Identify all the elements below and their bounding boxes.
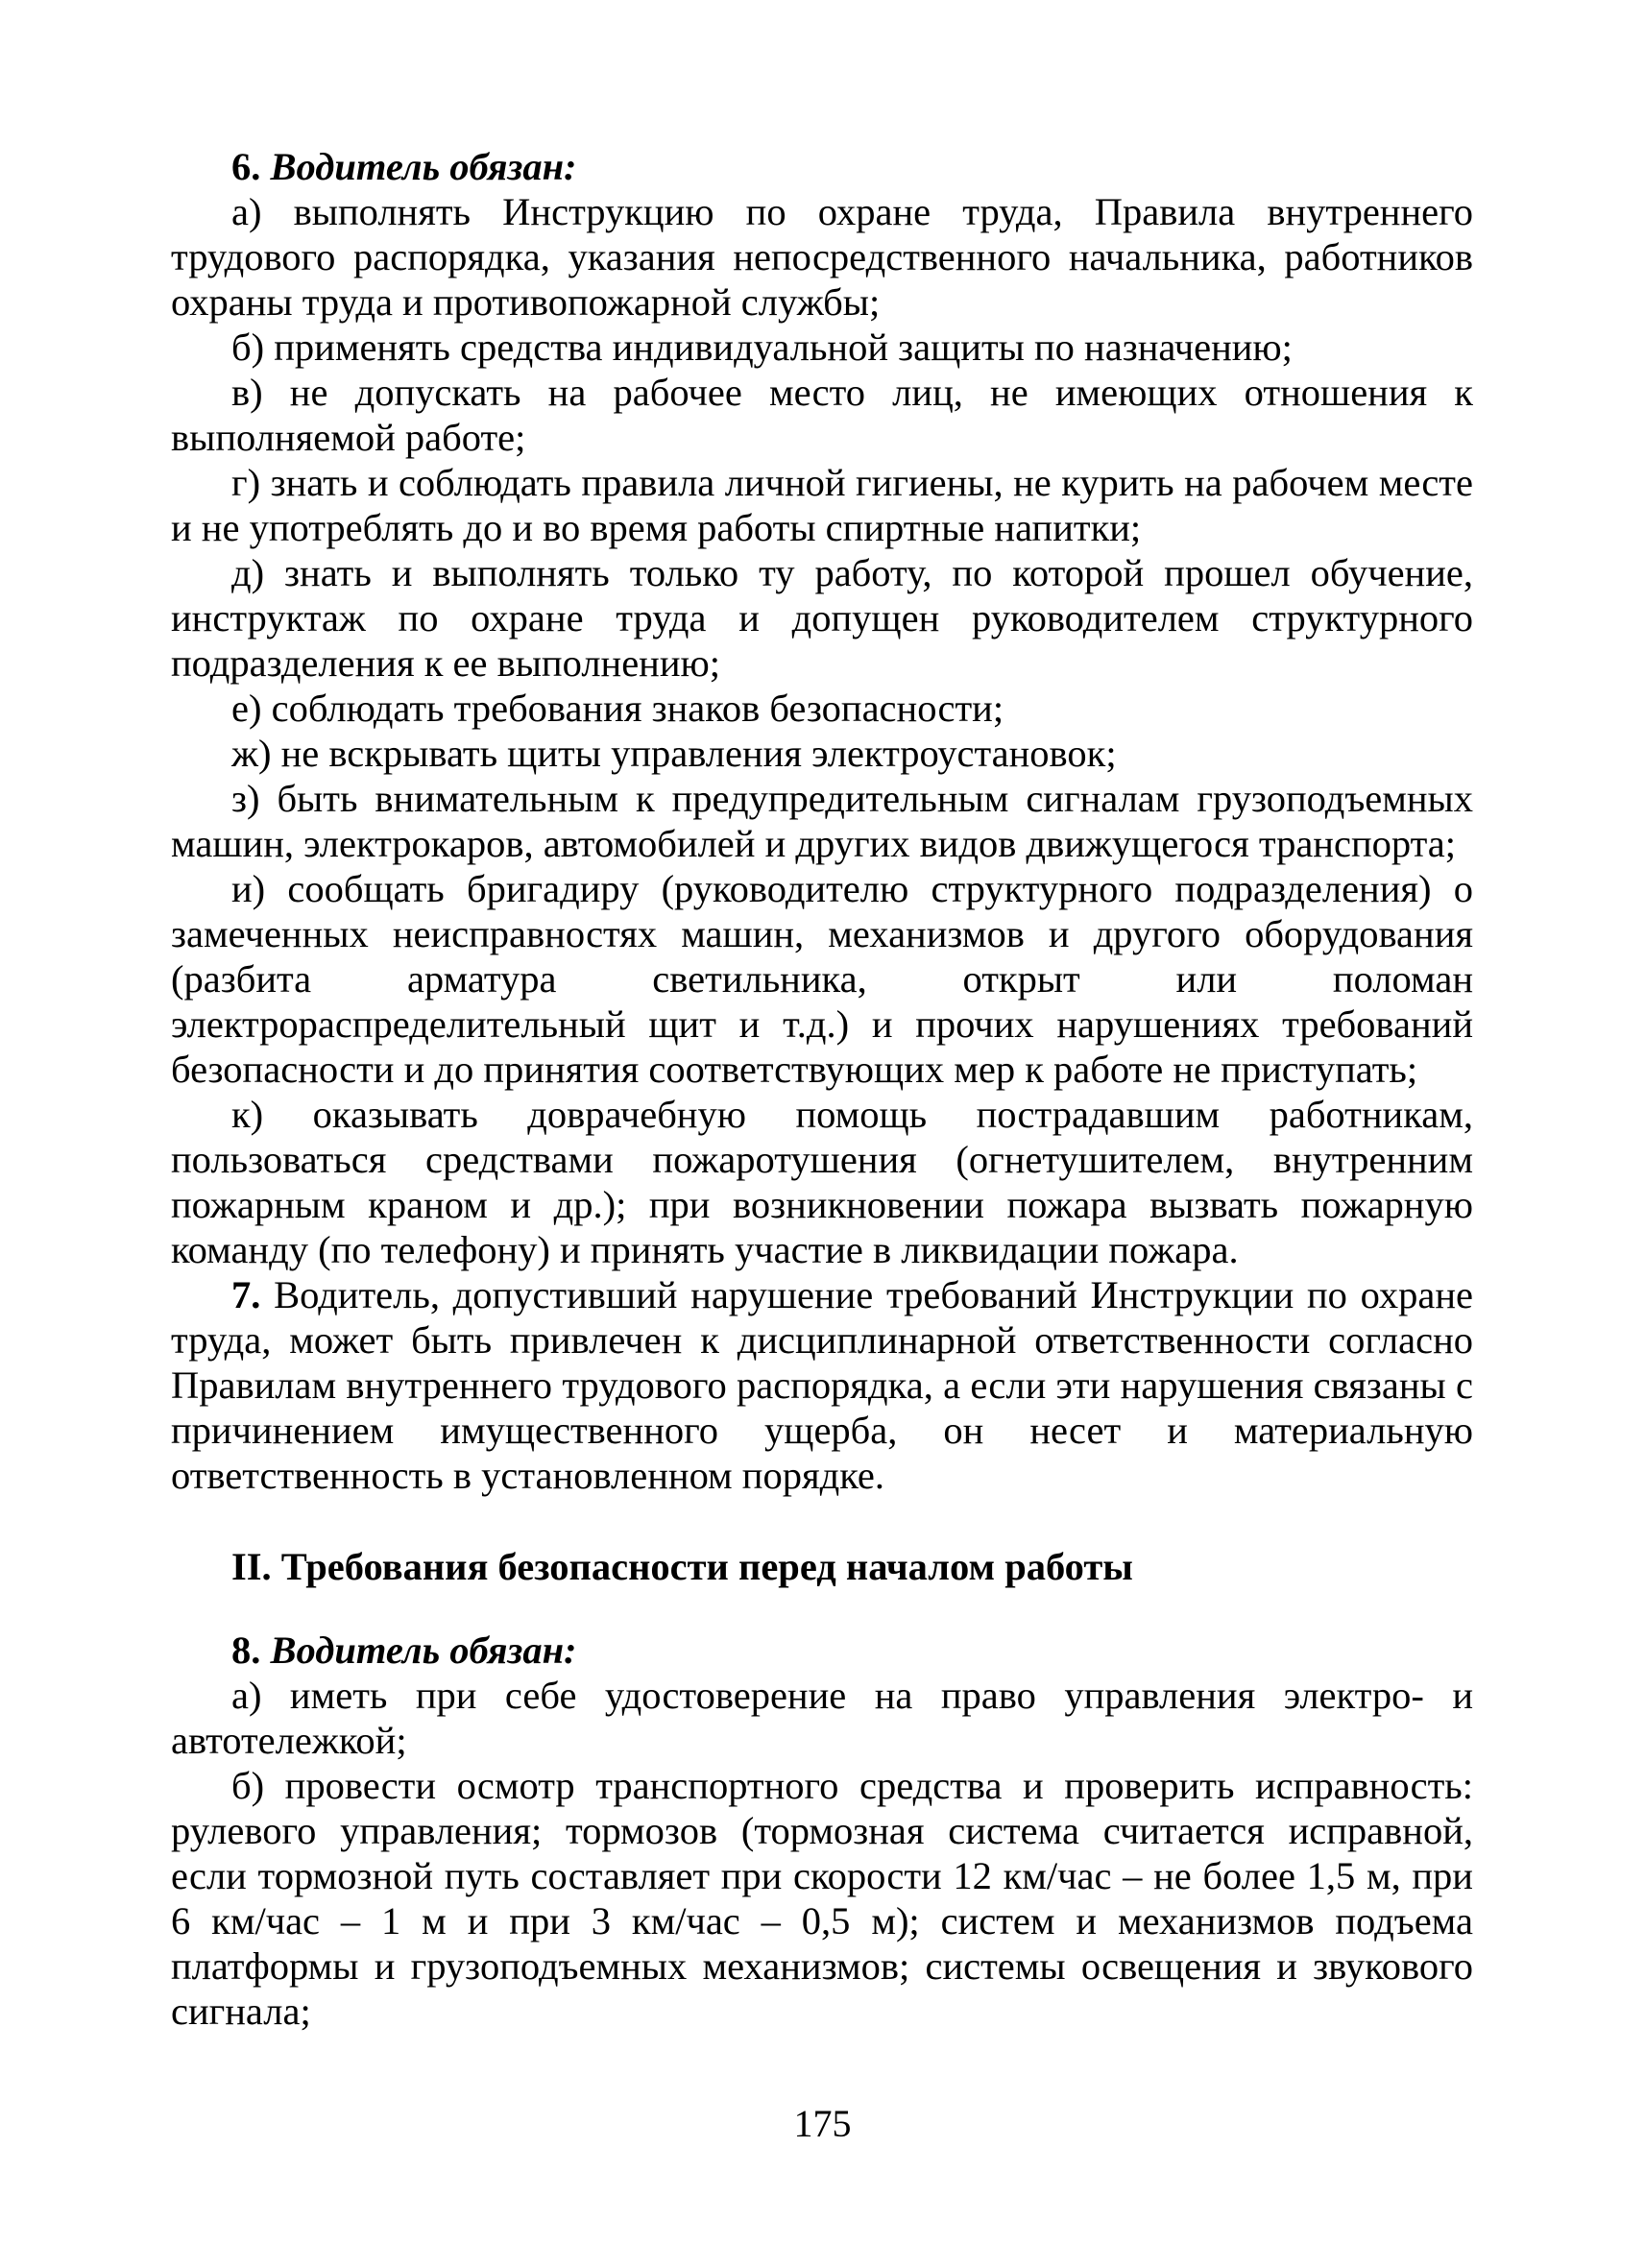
item-8-a: а) иметь при себе удостоверение на право управления электро- и автотележкой; bbox=[171, 1674, 1473, 1762]
item-6-e: е) соблюдать требования знаков безопасности; bbox=[231, 687, 1004, 730]
item-6-zh: ж) не вскрывать щиты управления электроустановок; bbox=[231, 732, 1117, 775]
item-6-title: Водитель обязан: bbox=[270, 145, 577, 188]
document-page bbox=[171, 144, 1473, 2034]
item-6-number: 6. bbox=[231, 145, 261, 188]
section-2-title: II. Требования безопасности перед началом работы bbox=[231, 1545, 1133, 1588]
item-6-k: к) оказывать доврачебную помощь пострадавшим работникам, пользоваться средствами пожаротушения (огнетушителем, внутренним пожарным краном и др.); при возникновении пожара вызвать пожарную команду (по телефону) и принять участие в ликвидации пожара. bbox=[171, 1093, 1473, 1271]
item-8-number: 8. bbox=[231, 1629, 261, 1672]
item-8-heading bbox=[171, 1628, 1473, 1673]
item-7-text: Водитель, допустивший нарушение требований Инструкции по охране труда, может быть привлечен к дисциплинарной ответственности согласно Правилам внутреннего трудового распорядка, а если эти нарушения связаны с причинением имущественного ущерба, он несет и материальную ответственность в установленном порядке. bbox=[171, 1273, 1474, 1497]
item-6-heading bbox=[171, 144, 1473, 189]
item-6-d: д) знать и выполнять только ту работу, по которой прошел обучение, инструктаж по охране труда и допущен руководителем структурного подразделения к ее выполнению; bbox=[171, 551, 1473, 685]
item-7-number: 7. bbox=[231, 1273, 261, 1316]
item-6-z: з) быть внимательным к предупредительным сигналам грузоподъемных машин, электрокаров, автомобилей и других видов движущегося транспорта; bbox=[171, 777, 1473, 865]
item-6-i: и) сообщать бригадиру (руководителю структурного подразделения) о замеченных неисправностях машин, механизмов и другого оборудования (разбита арматура светильника, открыт или поломан электрораспределительный щит и т.д.) и прочих нарушениях требований безопасности и до принятия соответствующих мер к работе не приступать; bbox=[171, 867, 1473, 1091]
item-8-title: Водитель обязан: bbox=[270, 1629, 577, 1672]
item-6-g: г) знать и соблюдать правила личной гигиены, не курить на рабочем месте и не употреблять до и во время работы спиртные напитки; bbox=[171, 461, 1473, 549]
item-6-b: б) применять средства индивидуальной защиты по назначению; bbox=[231, 326, 1293, 369]
item-6-v: в) не допускать на рабочее место лиц, не имеющих отношения к выполняемой работе; bbox=[171, 371, 1473, 459]
item-8-b: б) провести осмотр транспортного средства и проверить исправность: рулевого управления; тормозов (тормозная система считается исправной, если тормозной путь составляет при скорости 12 км/час – не более 1,5 м, при 6 км/час – 1 м и при 3 км/час – 0,5 м); систем и механизмов подъема платформы и грузоподъемных механизмов; системы освещения и звукового сигнала; bbox=[171, 1764, 1473, 2033]
item-6-a: а) выполнять Инструкцию по охране труда, Правила внутреннего трудового распорядка, указания непосредственного начальника, работников охраны труда и противопожарной службы; bbox=[171, 190, 1473, 324]
page-number: 175 bbox=[793, 2102, 852, 2145]
item-7 bbox=[171, 1272, 1473, 1498]
